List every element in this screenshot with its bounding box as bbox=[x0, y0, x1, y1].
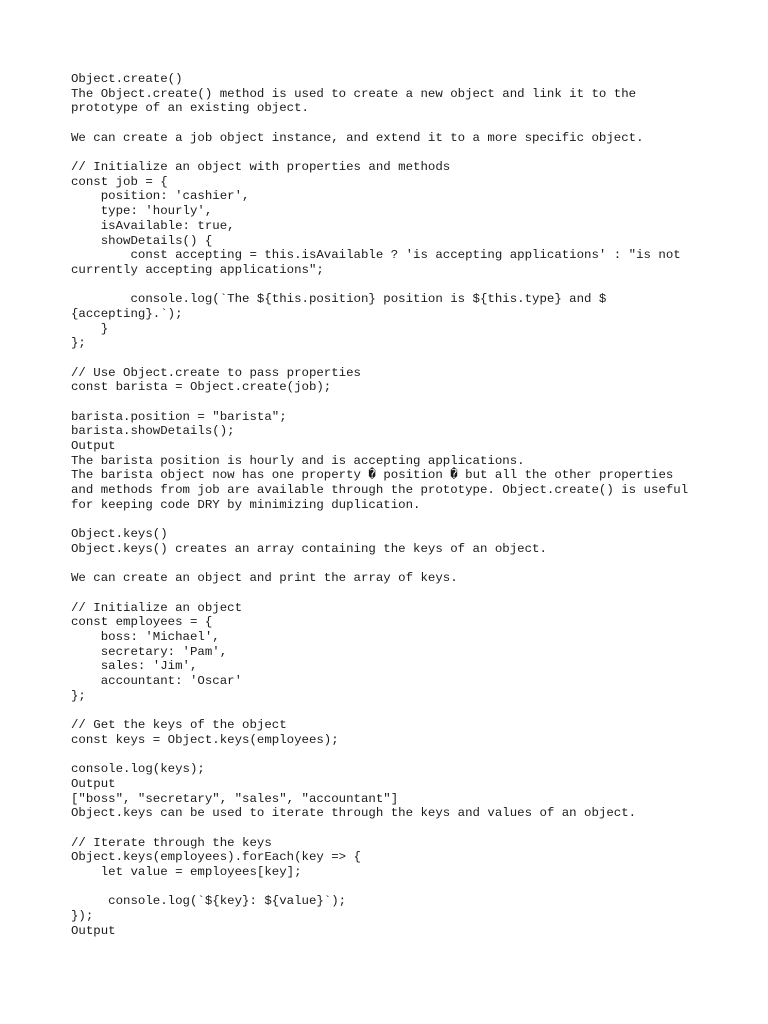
blank-line bbox=[71, 880, 751, 895]
text-line: type: 'hourly', bbox=[71, 204, 213, 219]
text-line: Output bbox=[71, 776, 116, 791]
text-line: Output bbox=[71, 923, 116, 938]
text-line: const barista = Object.create(job); bbox=[71, 380, 332, 395]
text-line: const accepting = this.isAvailable ? 'is accepting applications' : "is not bbox=[71, 248, 681, 263]
text-line: Object.keys() creates an array containing the keys of an object. bbox=[71, 541, 547, 556]
text-line: } bbox=[71, 321, 109, 336]
text-line: // Get the keys of the object bbox=[71, 718, 287, 733]
text-line: secretary: 'Pam', bbox=[71, 644, 228, 659]
blank-line bbox=[71, 821, 751, 836]
text-line: The Object.create() method is used to create a new object and link it to the bbox=[71, 86, 637, 101]
text-line: accountant: 'Oscar' bbox=[71, 674, 243, 689]
text-line: prototype of an existing object. bbox=[71, 101, 309, 116]
text-line: }); bbox=[71, 909, 94, 923]
text-line: We can create an object and print the array of keys. bbox=[71, 571, 458, 586]
text-line: Object.keys can be used to iterate through the keys and values of an object. bbox=[71, 806, 637, 821]
text-line: // Use Object.create to pass properties bbox=[71, 365, 361, 380]
blank-line bbox=[71, 513, 751, 528]
text-line: sales: 'Jim', bbox=[71, 659, 198, 674]
text-line: The barista position is hourly and is accepting applications. bbox=[71, 453, 525, 468]
text-line: ["boss", "secretary", "sales", "accountant"] bbox=[71, 791, 399, 806]
text-line: Object.create() bbox=[71, 72, 183, 86]
blank-line bbox=[71, 747, 751, 762]
blank-line bbox=[71, 586, 751, 601]
text-line: const employees = { bbox=[71, 615, 213, 630]
blank-line bbox=[71, 395, 751, 410]
blank-line bbox=[71, 557, 751, 572]
text-line: barista.position = "barista"; bbox=[71, 409, 287, 424]
text-line: // Iterate through the keys bbox=[71, 835, 272, 850]
text-line: const keys = Object.keys(employees); bbox=[71, 732, 339, 747]
blank-line bbox=[71, 145, 751, 160]
text-line: Object.keys(employees).forEach(key => { bbox=[71, 850, 361, 865]
text-line: console.log(`The ${this.position} position is ${this.type} and $ bbox=[71, 292, 607, 307]
text-line: {accepting}.`); bbox=[71, 306, 183, 321]
text-line: The barista object now has one property � position � but all the other properties bbox=[71, 468, 674, 483]
text-line: let value = employees[key]; bbox=[71, 864, 302, 879]
blank-line bbox=[71, 703, 751, 718]
text-line: }; bbox=[71, 336, 86, 351]
text-line: We can create a job object instance, and extend it to a more specific object. bbox=[71, 130, 644, 145]
text-line: Object.keys() bbox=[71, 527, 168, 542]
document-text bbox=[71, 72, 751, 938]
text-line: showDetails() { bbox=[71, 233, 213, 248]
text-line: }; bbox=[71, 688, 86, 703]
text-line: // Initialize an object with properties and methods bbox=[71, 160, 451, 175]
text-line: position: 'cashier', bbox=[71, 189, 250, 204]
text-line: const job = { bbox=[71, 174, 168, 189]
text-line: barista.showDetails(); bbox=[71, 424, 235, 439]
blank-line bbox=[71, 351, 751, 366]
text-line: isAvailable: true, bbox=[71, 218, 235, 233]
text-line: console.log(`${key}: ${value}`); bbox=[71, 894, 347, 909]
text-line: and methods from job are available through the prototype. Object.create() is useful bbox=[71, 483, 689, 498]
text-line: Output bbox=[71, 439, 116, 454]
text-line: currently accepting applications"; bbox=[71, 262, 324, 277]
text-line: // Initialize an object bbox=[71, 600, 243, 615]
blank-line bbox=[71, 278, 751, 293]
blank-line bbox=[71, 116, 751, 131]
text-line: for keeping code DRY by minimizing duplication. bbox=[71, 497, 421, 512]
text-line: boss: 'Michael', bbox=[71, 630, 220, 644]
text-line: console.log(keys); bbox=[71, 762, 205, 777]
